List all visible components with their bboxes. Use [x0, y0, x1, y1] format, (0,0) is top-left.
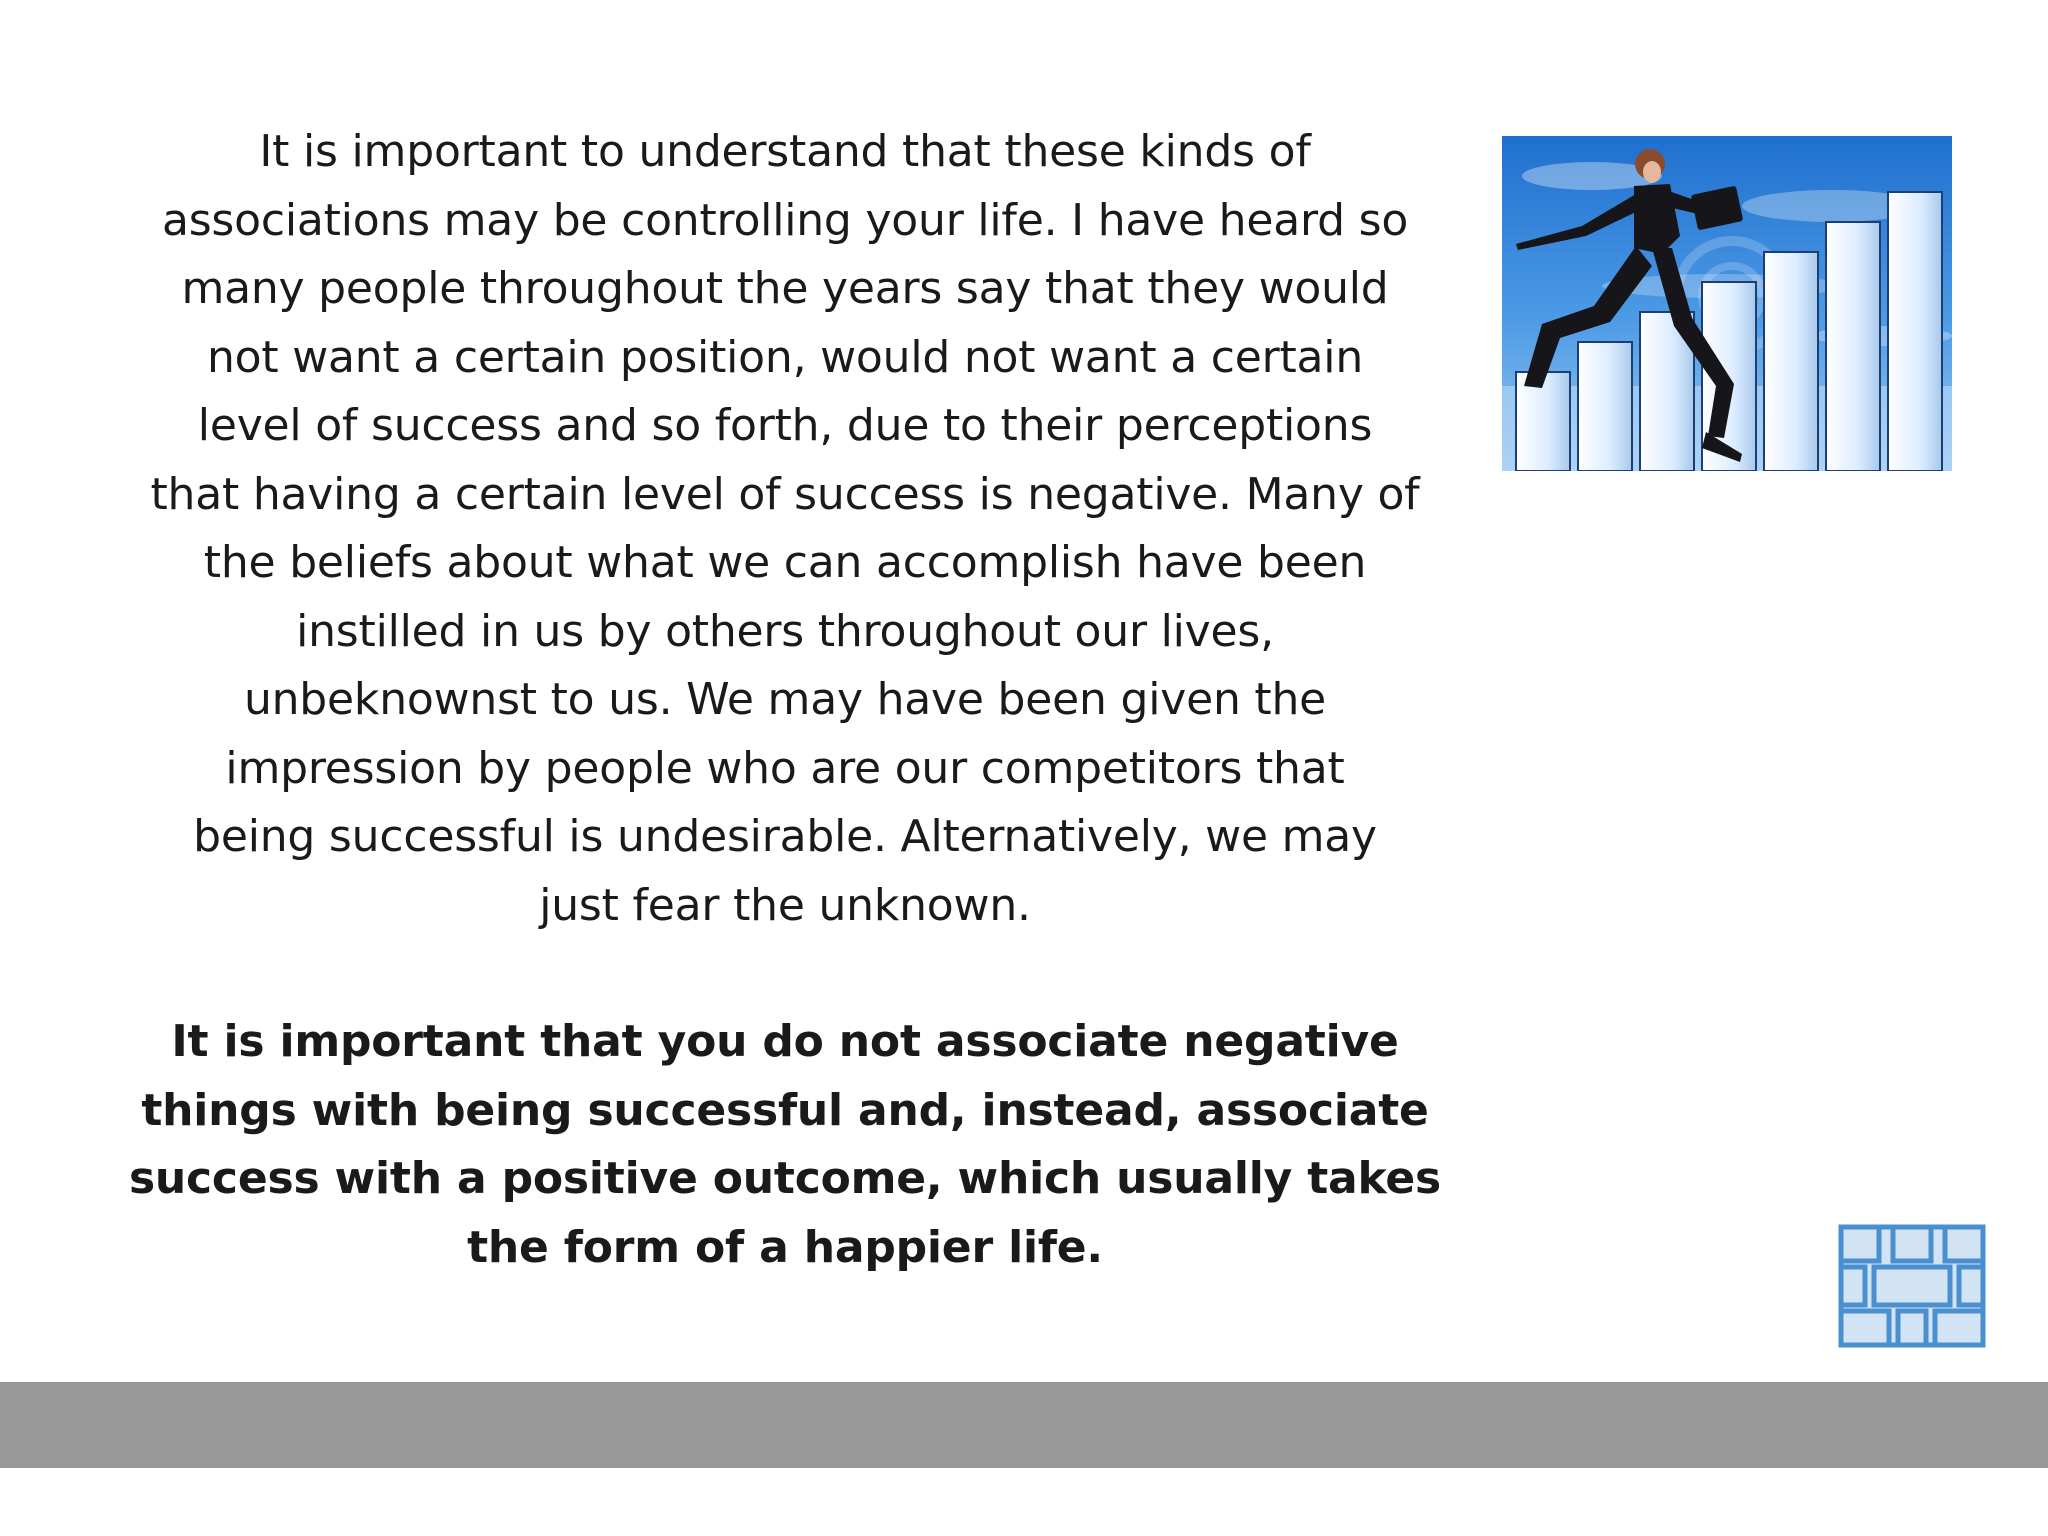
paragraph-line: level of success and so forth, due to their perceptions — [197, 400, 1373, 451]
paragraph-line: the beliefs about what we can accomplish have been — [203, 537, 1367, 588]
businesswoman-leaping-photo — [1502, 136, 1952, 471]
paragraph-line: unbeknownst to us. We may have been given the — [243, 674, 1327, 725]
paragraph-line: many people throughout the years say that they would — [181, 263, 1389, 314]
footer-band — [0, 1382, 2048, 1468]
body-paragraph — [110, 118, 1460, 940]
paragraph-line: instilled in us by others throughout our lives, — [296, 605, 1274, 657]
logo-icon — [1838, 1224, 1986, 1348]
photo-illustration — [1502, 136, 1952, 471]
paragraph-line: associations may be controlling your life. I have heard so — [161, 194, 1409, 246]
paragraph-line: being successful is undesirable. Alternatively, we may — [193, 811, 1377, 862]
emphasis-line: things with being successful and, instead, associate — [141, 1084, 1429, 1136]
paragraph-line: impression by people who are our competitors that — [225, 742, 1345, 794]
paragraph-line: It is important to understand that these kinds of — [259, 126, 1311, 177]
emphasis-paragraph — [110, 1008, 1460, 1282]
emphasis-line: the form of a happier life. — [467, 1221, 1103, 1273]
interlocking-squares-logo — [1838, 1224, 1986, 1348]
emphasis-line: It is important that you do not associate negative — [171, 1016, 1399, 1067]
slide-text-block — [110, 118, 1460, 1282]
paragraph-line: just fear the unknown. — [539, 879, 1031, 931]
paragraph-line: not want a certain position, would not want a certain — [206, 331, 1364, 383]
paragraph-line: that having a certain level of success is negative. Many of — [150, 468, 1420, 520]
emphasis-line: success with a positive outcome, which usually takes — [128, 1153, 1442, 1204]
